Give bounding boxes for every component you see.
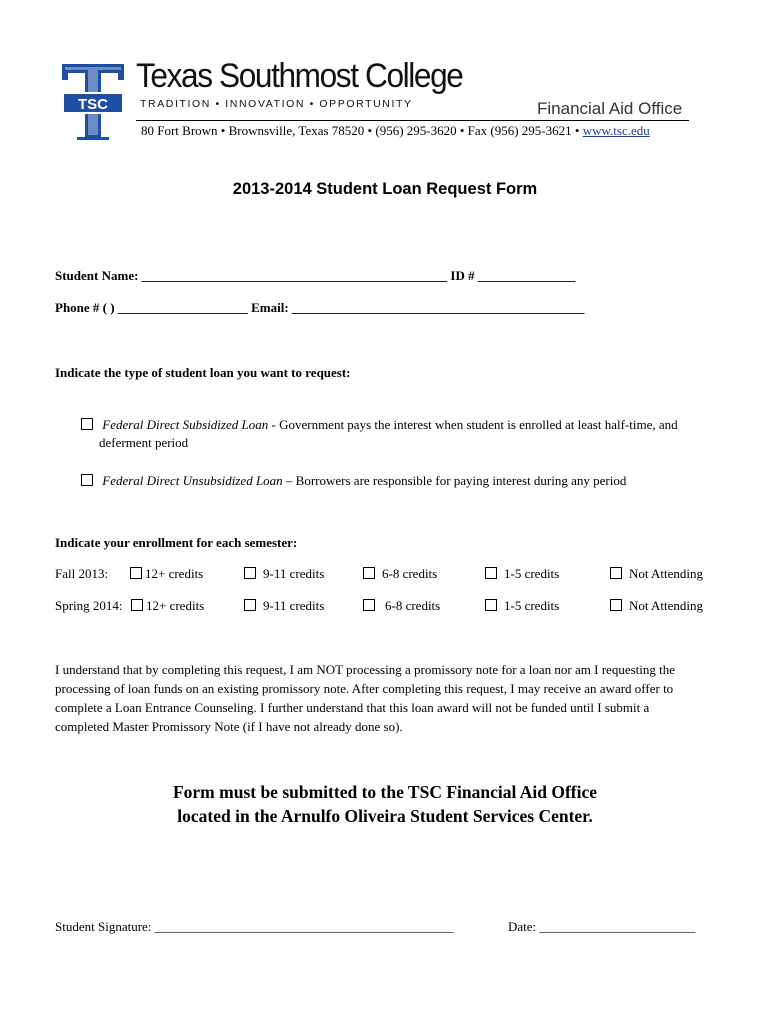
statement-line: processing of loan funds on an existing promissory note. After completing this request, I may receive an award offer to bbox=[55, 681, 674, 696]
loan-name: Federal Direct Unsubsidized Loan bbox=[102, 473, 283, 488]
fall-option-1-5[interactable]: 1-5 credits bbox=[485, 566, 559, 582]
checkbox[interactable] bbox=[363, 599, 375, 611]
statement-line: completed Master Promissory Note (if I have not already done so). bbox=[55, 719, 403, 734]
college-tagline: TRADITION • INNOVATION • OPPORTUNITY bbox=[140, 98, 413, 110]
spring-option-not-attending[interactable]: Not Attending bbox=[610, 598, 703, 614]
form-title: 2013-2014 Student Loan Request Form bbox=[232, 180, 538, 198]
checkbox[interactable] bbox=[130, 567, 142, 579]
email-label: Email: bbox=[251, 300, 292, 315]
website-link[interactable]: www.tsc.edu bbox=[582, 123, 650, 138]
checkbox[interactable] bbox=[131, 599, 143, 611]
checkbox[interactable] bbox=[244, 567, 256, 579]
checkbox[interactable] bbox=[363, 567, 375, 579]
checkbox[interactable] bbox=[610, 567, 622, 579]
statement-line: complete a Loan Entrance Counseling. I further understand that this loan award will not be funded until I submit a bbox=[55, 700, 650, 715]
spring-option-12plus[interactable]: 12+ credits bbox=[131, 598, 204, 614]
submission-note-line: Form must be submitted to the TSC Financial Aid Office bbox=[172, 782, 598, 802]
address-line bbox=[141, 123, 650, 139]
fall-option-12plus[interactable]: 12+ credits bbox=[130, 566, 203, 582]
submission-note bbox=[0, 780, 770, 828]
office-name: Financial Aid Office bbox=[537, 99, 683, 118]
header-divider bbox=[136, 120, 689, 121]
phone-email-line[interactable] bbox=[55, 300, 584, 316]
submission-note-line: located in the Arnulfo Oliveira Student Services Center. bbox=[177, 806, 593, 826]
date-line[interactable]: Date: ________________________ bbox=[508, 919, 696, 934]
semester-label-fall: Fall 2013: bbox=[55, 566, 109, 581]
loan-type-prompt: Indicate the type of student loan you want to request: bbox=[55, 365, 351, 380]
phone-field[interactable]: ____________________ bbox=[117, 300, 248, 315]
loan-description-continued: deferment period bbox=[99, 435, 189, 450]
fall-option-not-attending[interactable]: Not Attending bbox=[610, 566, 703, 582]
semester-label-spring: Spring 2014: bbox=[55, 598, 123, 613]
student-name-id-line[interactable]: Student Name: _______________________________________________ ID # _______________ bbox=[55, 268, 576, 283]
fall-option-9-11[interactable]: 9-11 credits bbox=[244, 566, 324, 582]
unsubsidized-checkbox[interactable] bbox=[81, 474, 93, 486]
college-name: Texas Southmost College bbox=[136, 57, 463, 95]
enrollment-prompt: Indicate your enrollment for each semester: bbox=[55, 535, 298, 550]
spring-option-1-5[interactable]: 1-5 credits bbox=[485, 598, 559, 614]
statement-line: I understand that by completing this request, I am NOT processing a promissory note for a loan nor am I requesting the bbox=[55, 662, 676, 677]
address-text: 80 Fort Brown • Brownsville, Texas 78520 • (956) 295-3620 • Fax (956) 295-3621 • bbox=[141, 123, 583, 138]
loan-description: Government pays the interest when student is enrolled at least half-time, and bbox=[279, 417, 678, 432]
tsc-logo bbox=[61, 63, 125, 141]
checkbox[interactable] bbox=[244, 599, 256, 611]
fall-option-6-8[interactable]: 6-8 credits bbox=[363, 566, 437, 582]
checkbox[interactable] bbox=[610, 599, 622, 611]
logo-text: TSC bbox=[78, 96, 108, 113]
spring-option-6-8[interactable]: 6-8 credits bbox=[363, 598, 440, 614]
phone-label: Phone # ( ) bbox=[55, 300, 118, 315]
loan-option-unsubsidized[interactable]: Federal Direct Unsubsidized Loan – Borrowers are responsible for paying interest during any period bbox=[81, 473, 626, 489]
subsidized-checkbox[interactable] bbox=[81, 418, 93, 430]
loan-description: Borrowers are responsible for paying interest during any period bbox=[295, 473, 627, 488]
spring-option-9-11[interactable]: 9-11 credits bbox=[244, 598, 324, 614]
student-signature-line[interactable]: Student Signature: ______________________________________________ bbox=[55, 919, 454, 934]
loan-option-subsidized[interactable]: Federal Direct Subsidized Loan - Government pays the interest when student is enrolled at least half-time, and bbox=[81, 417, 678, 433]
email-field[interactable]: _____________________________________________ bbox=[291, 300, 585, 315]
checkbox[interactable] bbox=[485, 567, 497, 579]
loan-name: Federal Direct Subsidized Loan bbox=[102, 417, 269, 432]
checkbox[interactable] bbox=[485, 599, 497, 611]
